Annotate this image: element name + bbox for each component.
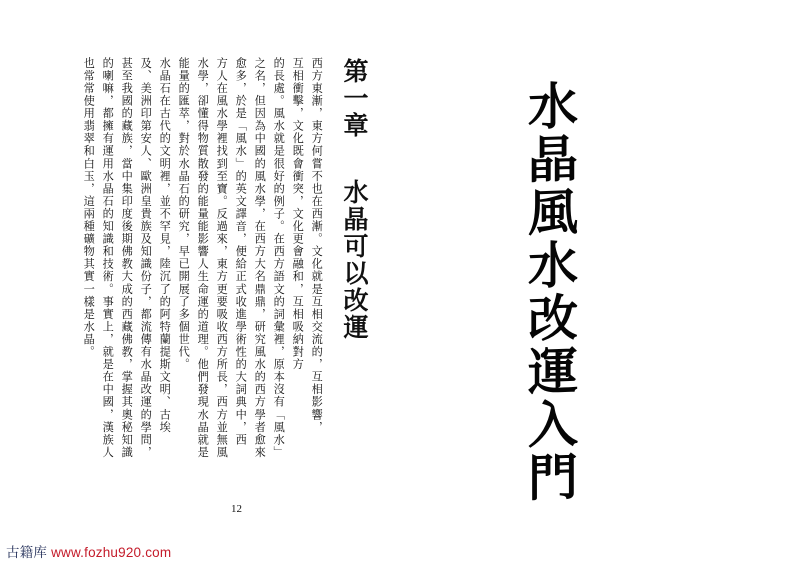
chapter-number: 第一章 — [340, 58, 369, 139]
chapter-heading — [336, 58, 372, 341]
body-text-column: 之名，但因為中國的風水學，在西方大名鼎鼎，研究風水的西方學者愈來 — [253, 57, 267, 459]
body-text-column: 水晶石在古代的文明裡，並不罕見，陸沉了的阿特蘭提斯文明、古埃 — [158, 57, 172, 434]
watermark — [6, 541, 171, 561]
body-text-column: 西方東漸，東方何嘗不也在西漸。文化就是互相交流的，互相影響， — [310, 57, 324, 434]
body-text-column: 甚至我國的藏族，當中集印度後期佛教大成的西藏佛教，掌握其奧秘知識 — [120, 57, 134, 459]
body-text-column: 愈多，於是「風水」的英文譯音，便給正式收進學術性的大詞典中，西 — [234, 57, 248, 447]
page-number: 12 — [231, 503, 242, 515]
body-text-column: 能量的匯萃，對於水晶石的研究，早已開展了多個世代。 — [177, 57, 191, 371]
body-text-column: 的長處。風水就是很好的例子。在西方語文的詞彙裡，原本沒有「風水」 — [272, 57, 286, 459]
watermark-brand: 古籍库 — [6, 545, 48, 560]
watermark-site: www.fozhu920.com — [51, 545, 172, 560]
book-title: 水晶風水改運入門 — [520, 78, 578, 506]
body-text-column: 也常常使用翡翠和白玉，這兩種礦物其實一樣是水晶。 — [82, 57, 96, 359]
body-text-column: 及、美洲印第安人、歐洲皇貴族及知識份子，都流傳有水晶改運的學問， — [139, 57, 153, 459]
body-text-column: 的喇嘛，都擁有運用水晶石的知識和技術。事實上，就是在中國，漢族人 — [101, 57, 115, 459]
body-text-column: 水學，卻懂得物質散發的能量能影響人生命運的道理。他們發現水晶就是 — [196, 57, 210, 459]
body-text-column: 互相衝擊，文化既會衝突，文化更會融和，互相吸納對方 — [291, 57, 305, 371]
chapter-title-text: 水晶可以改運 — [340, 179, 369, 341]
body-text-column: 方人在風水學裡找到至寶。反過來，東方更要吸收西方所長，西方並無風 — [215, 57, 229, 459]
